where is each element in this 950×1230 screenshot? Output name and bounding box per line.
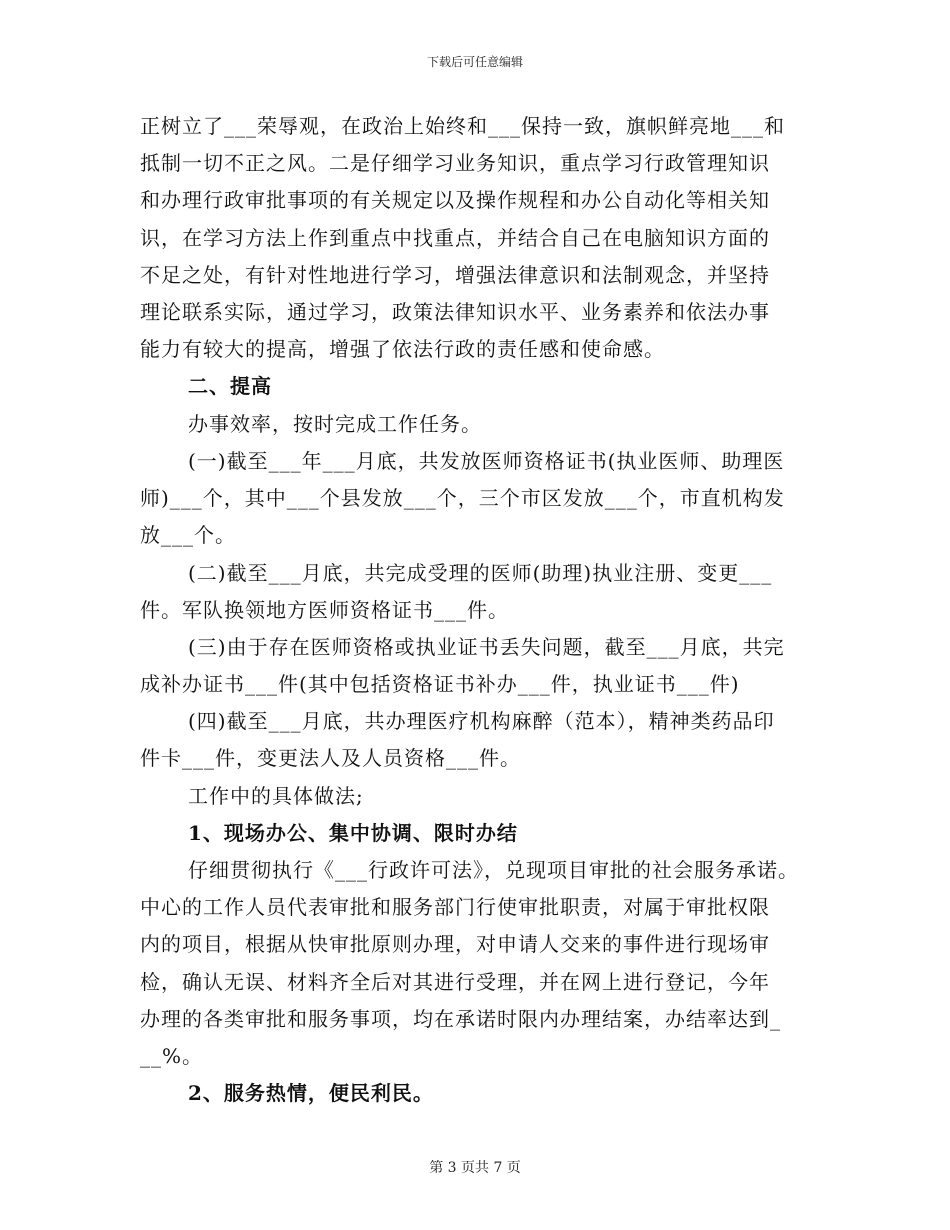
body-line: 抵制一切不正之风。二是仔细学习业务知识，重点学习行政管理知识 xyxy=(140,151,770,175)
body-line: 仔细贯彻执行《___行政许可法》，兑现项目审批的社会服务承诺。 xyxy=(188,858,799,882)
section-heading: 二、提高 xyxy=(188,374,272,398)
body-line: 工作中的具体做法; xyxy=(188,784,364,808)
body-line: 师)___个，其中___个县发放___个，三个市区发放___个，市直机构发 xyxy=(140,486,785,510)
body-line: 不足之处，有针对性地进行学习，增强法律意识和法制观念，并坚持 xyxy=(140,263,770,287)
body-line: 成补办证书___件(其中包括资格证书补办___件，执业证书___件) xyxy=(140,672,740,696)
body-line: 办事效率，按时完成工作任务。 xyxy=(188,412,482,436)
body-line: 理论联系实际，通过学习，政策法律知识水平、业务素养和依法办事 xyxy=(140,300,770,324)
body-line: 件卡___件，变更法人及人员资格___件。 xyxy=(140,746,521,770)
body-line: __%。 xyxy=(140,1044,204,1068)
body-line: 能力有较大的提高，增强了依法行政的责任感和使命感。 xyxy=(140,337,665,361)
subsection-heading: 2、服务热情，便民利民。 xyxy=(188,1081,434,1105)
page-header: 下载后可任意编辑 xyxy=(426,55,523,69)
body-line: 识，在学习方法上作到重点中找重点，并结合自己在电脑知识方面的 xyxy=(140,226,770,250)
body-line: 正树立了___荣辱观，在政治上始终和___保持一致，旗帜鲜亮地___和 xyxy=(140,114,785,138)
body-line: (一)截至___年___月底，共发放医师资格证书(执业医师、助理医 xyxy=(188,449,785,473)
page-footer: 第 3 页共 7 页 xyxy=(429,1160,521,1176)
subsection-heading: 1、现场办公、集中协调、限时办结 xyxy=(188,821,518,845)
body-line: 办理的各类审批和服务事项，均在承诺时限内办理结案，办结率达到_ xyxy=(140,1007,781,1031)
body-line: 件。军队换领地方医师资格证书___件。 xyxy=(140,598,509,622)
body-line: (四)截至___月底，共办理医疗机构麻醉（范本），精神类药品印 xyxy=(188,709,775,733)
body-line: 放___个。 xyxy=(140,523,236,547)
body-line: (二)截至___月底，共完成受理的医师(助理)执业注册、变更___ xyxy=(188,561,773,585)
body-line: 中心的工作人员代表审批和服务部门行使审批职责，对属于审批权限 xyxy=(140,895,770,919)
body-line: 内的项目，根据从快审批原则办理，对申请人交来的事件进行现场审 xyxy=(140,932,770,956)
body-line: 和办理行政审批事项的有关规定以及操作规程和办公自动化等相关知 xyxy=(140,188,770,212)
body-line: 检，确认无误、材料齐全后对其进行受理，并在网上进行登记，今年 xyxy=(140,970,770,994)
body-line: (三)由于存在医师资格或执业证书丢失问题，截至___月底，共完 xyxy=(188,635,785,659)
